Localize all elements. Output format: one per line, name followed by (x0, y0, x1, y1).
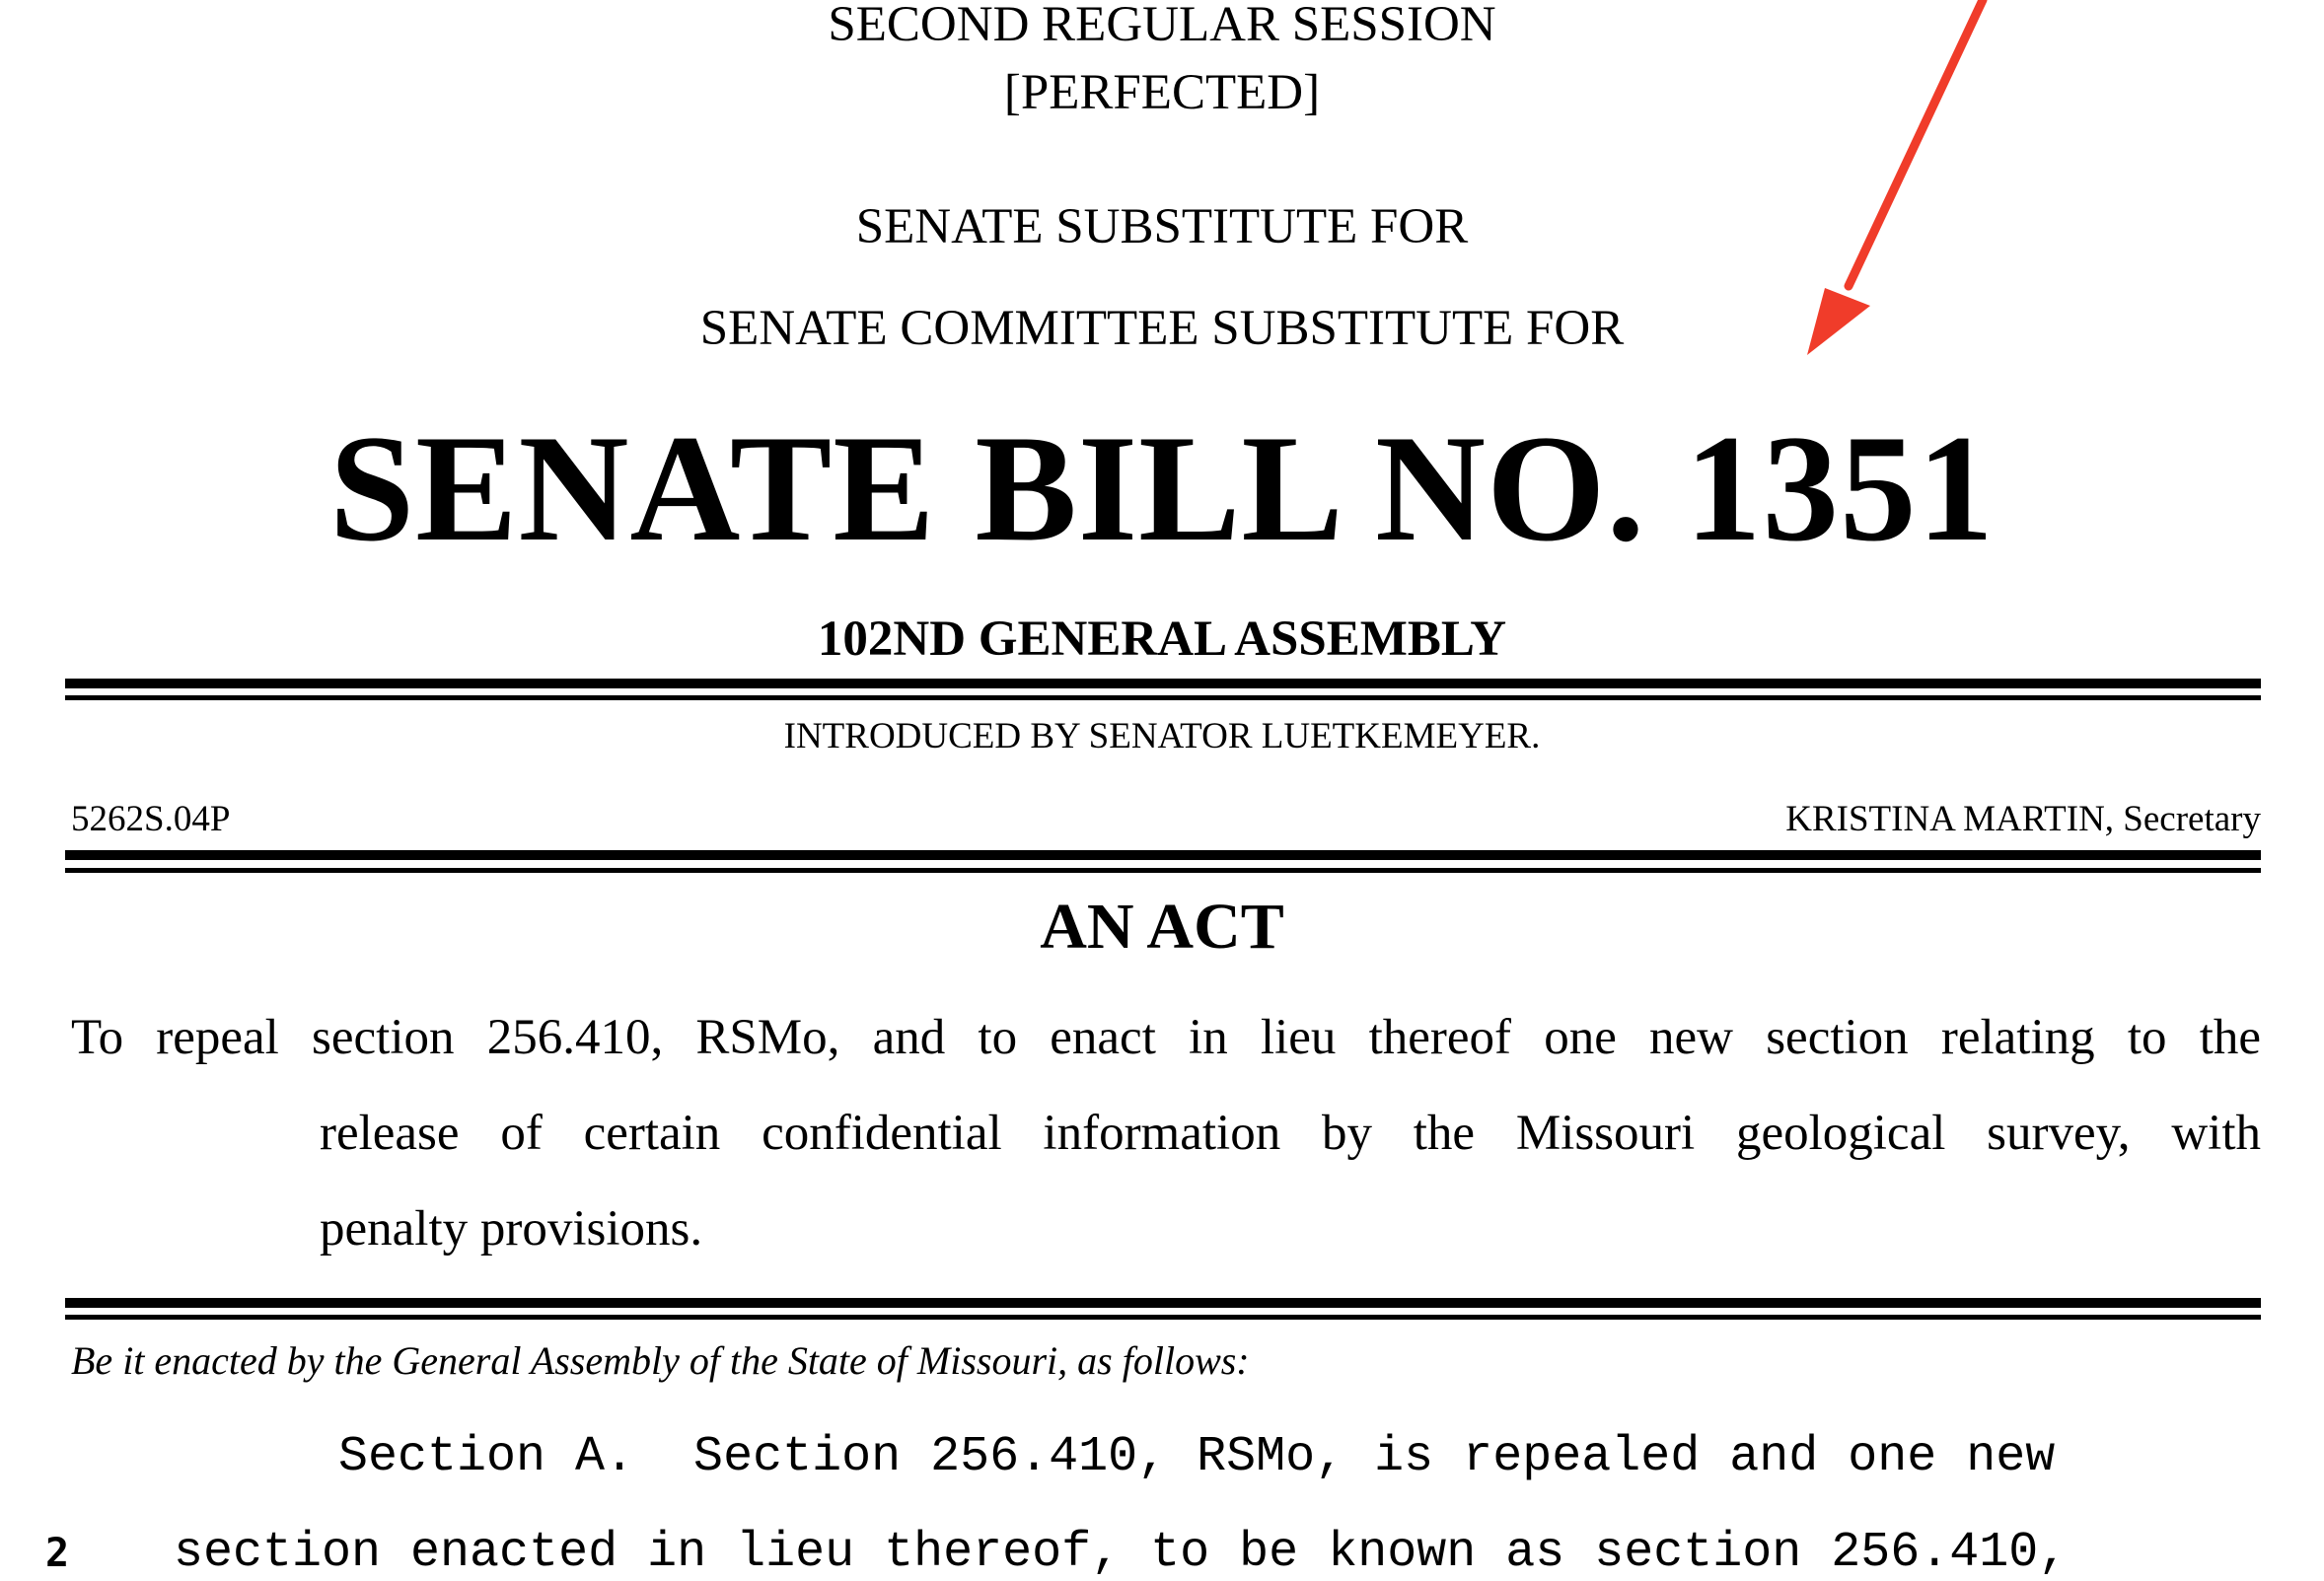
status-label: [PERFECTED] (1003, 65, 1321, 120)
act-title-line: penalty provisions. (320, 1201, 703, 1257)
bill-text-line: section enacted in lieu thereof, to be known as section 256.410, (174, 1525, 2069, 1581)
introduced-by-line: INTRODUCED BY SENATOR LUETKEMEYER. (783, 716, 1541, 756)
bill-number-title: SENATE BILL NO. 1351 (328, 403, 1996, 573)
act-title-line: release of certain confidential information by the Missouri geological survey, with (320, 1106, 2261, 1161)
session-label: SECOND REGULAR SESSION (828, 0, 1496, 52)
general-assembly-label: 102ND GENERAL ASSEMBLY (817, 611, 1507, 667)
document-code: 5262S.04P (71, 799, 231, 839)
act-heading: AN ACT (1040, 891, 1284, 963)
enacting-clause: Be it enacted by the General Assembly of the State of Missouri, as follows: (71, 1338, 1250, 1383)
substitute-line-2: SENATE COMMITTEE SUBSTITUTE FOR (699, 301, 1625, 356)
line-number: 2 (45, 1531, 70, 1576)
bill-text-line: Section A. Section 256.410, RSMo, is repealed and one new (338, 1429, 2056, 1485)
substitute-line-1: SENATE SUBSTITUTE FOR (855, 199, 1469, 254)
act-title-line: To repeal section 256.410, RSMo, and to enact in lieu thereof one new section relating to the (71, 1010, 2261, 1065)
secretary-name: KRISTINA MARTIN, Secretary (1785, 799, 2261, 839)
